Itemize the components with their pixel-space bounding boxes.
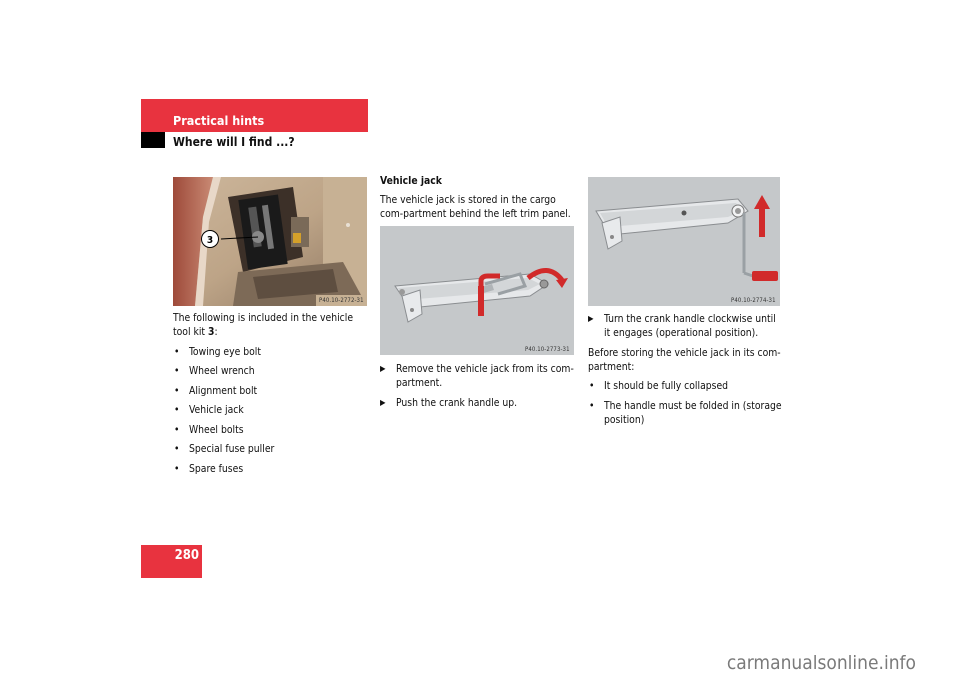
- header-marker: [141, 132, 165, 148]
- image-caption: P40.10-2774-31: [731, 297, 776, 304]
- list-item: • Vehicle jack: [174, 404, 244, 416]
- subsection-title: Where will I find ...?: [173, 135, 295, 149]
- section-title: Practical hints: [173, 113, 265, 128]
- step-item: ▶ Turn the crank handle clockwise until it engages (operational position).: [588, 312, 776, 339]
- watermark: carmanualsonline.info: [726, 652, 916, 674]
- tool-kit-photo-illustration: [173, 177, 367, 306]
- left-column: [173, 311, 373, 476]
- tool-kit-intro: The following is included in the vehicle tool kit 3:: [173, 312, 354, 338]
- vehicle-jack-heading: Vehicle jack: [380, 175, 442, 187]
- vehicle-jack-paragraph: The vehicle jack is stored in the cargo com-partment behind the left trim panel.: [380, 194, 571, 220]
- callout-3: 3: [206, 235, 214, 246]
- jack-crank-illustration: [588, 177, 780, 306]
- list-item: • Special fuse puller: [174, 443, 275, 455]
- page-number: 280: [174, 548, 199, 563]
- right-column: [588, 306, 784, 427]
- image-caption: P40.10-2772-31: [319, 297, 364, 304]
- jack-illustration: [380, 226, 574, 355]
- list-item: • Wheel wrench: [174, 365, 255, 377]
- list-item: • It should be fully collapsed: [589, 380, 729, 392]
- step-item: ▶ Push the crank handle up.: [380, 396, 518, 409]
- list-item: • Towing eye bolt: [174, 345, 261, 358]
- tool-kit-photo: [173, 177, 367, 306]
- list-item: • The handle must be folded in (storage position): [589, 399, 782, 426]
- step-item: ▶ Remove the vehicle jack from its com-partment.: [380, 362, 574, 389]
- list-item: • Alignment bolt: [174, 384, 258, 397]
- storing-paragraph: Before storing the vehicle jack in its com-partment:: [588, 346, 781, 373]
- middle-column: [380, 174, 576, 221]
- jack-remove-illustration: [380, 226, 574, 355]
- list-item: • Wheel bolts: [174, 423, 244, 436]
- middle-steps: [380, 356, 576, 410]
- image-caption: P40.10-2773-31: [525, 346, 570, 353]
- list-item: • Spare fuses: [174, 462, 244, 475]
- jack-crank-illustration: [588, 177, 780, 306]
